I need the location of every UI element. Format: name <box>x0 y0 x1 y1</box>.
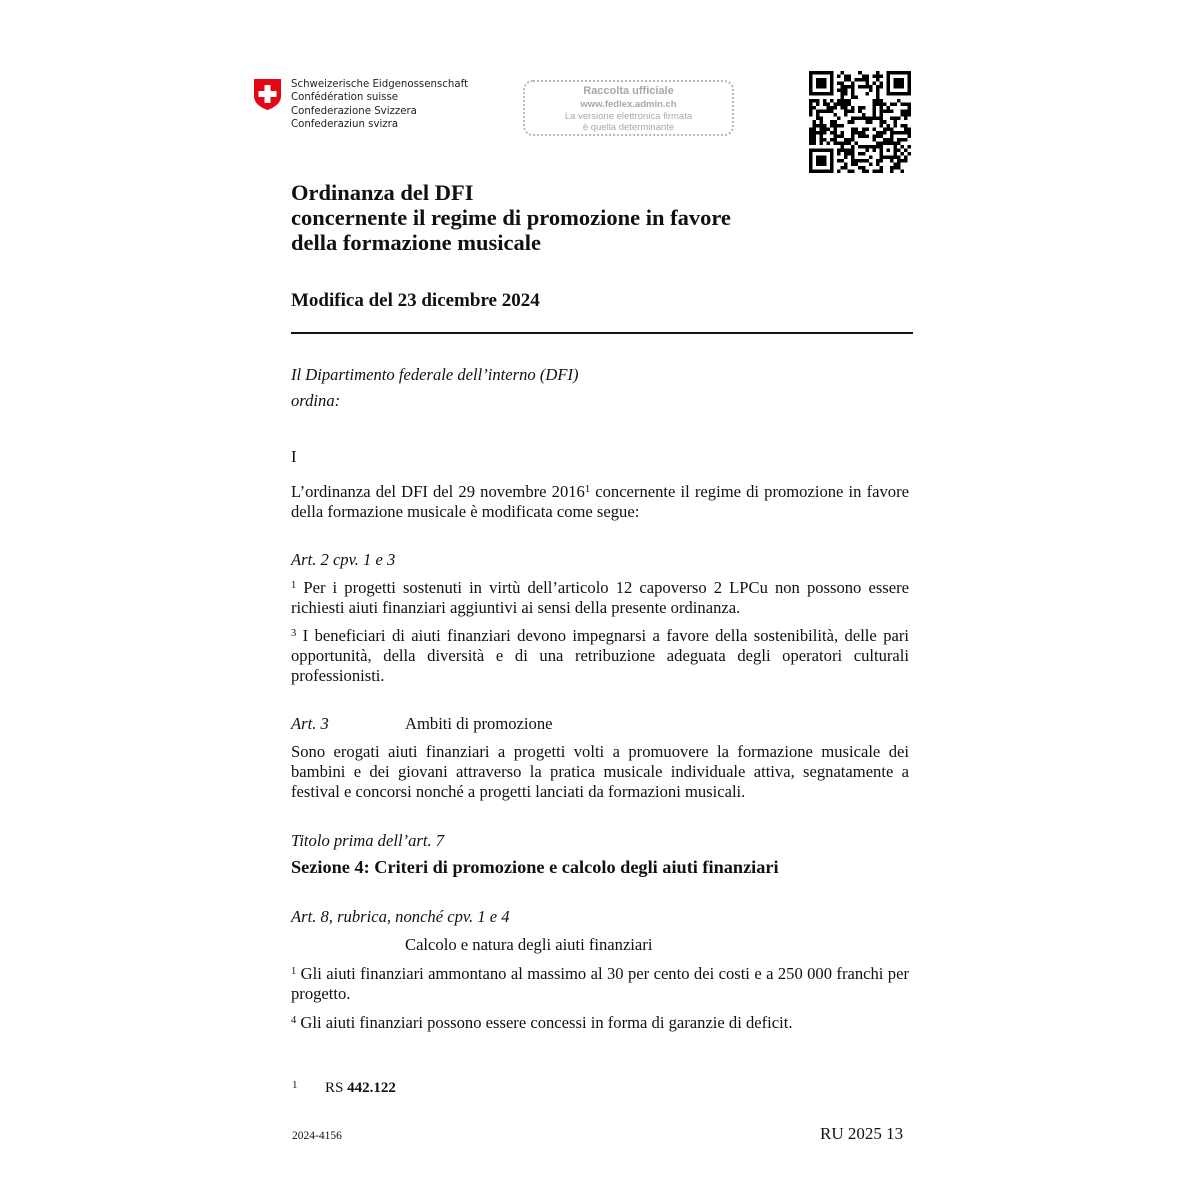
official-collection-reference: RU 2025 13 <box>820 1124 904 1143</box>
intro-paragraph <box>291 482 909 522</box>
art8-rubric: Calcolo e natura degli aiuti finanziari <box>405 935 653 954</box>
art2-p1-number: 1 <box>291 580 297 591</box>
title-line-2: concernente il regime di promozione in favore <box>291 205 731 230</box>
stamp-note-line1: La versione elettronica firmata <box>564 111 693 122</box>
intro-text-end: concernente il regime di promozione in favore della formazione musicale è modificata come segue: <box>291 482 909 521</box>
confederation-name-fr: Confédération suisse <box>291 92 399 104</box>
title-divider <box>291 332 913 334</box>
art2-p1-text: Per i progetti sostenuti in virtù dell’articolo 12 capoverso 2 LPCu non possono essere richiesti aiuti finanziari aggiuntivi ai sensi della presente ordinanza. <box>291 578 909 617</box>
document-title <box>291 180 731 255</box>
section-4-heading: Sezione 4: Criteri di promozione e calcolo degli aiuti finanziari <box>291 857 779 877</box>
art3-text: Sono erogati aiuti finanziari a progetti volti a promuovere la formazione musicale dei bambini e dei giovani attraverso la pratica musicale individuale attiva, segnatamente a festival e concorsi nonché a progetti lanciati da formazioni musicali. <box>291 742 909 801</box>
art3-label: Art. 3 <box>291 714 329 733</box>
art8-heading: Art. 8, rubrica, nonché cpv. 1 e 4 <box>291 907 510 926</box>
art2-paragraph-3 <box>291 626 909 686</box>
stamp-url: www.fedlex.admin.ch <box>580 99 677 110</box>
footnote-prefix: RS <box>325 1080 348 1096</box>
amendment-date: Modifica del 23 dicembre 2024 <box>291 290 540 311</box>
art3-title: Ambiti di promozione <box>405 714 553 733</box>
confederation-name-rm: Confederaziun svizra <box>291 119 399 131</box>
art8-p4-text: Gli aiuti finanziari possono essere concessi in forma di garanzie di deficit. <box>296 1013 793 1032</box>
art8-paragraph-4 <box>291 1013 909 1033</box>
stamp-title: Raccolta ufficiale <box>583 85 674 97</box>
art2-p3-text: I beneficiari di aiuti finanziari devono impegnarsi a favore della sostenibilità, delle pari opportunità, della diversità e di una retribuzione adeguata degli operatori culturali professionisti. <box>291 626 909 685</box>
footnote-number: 1 <box>292 1079 298 1091</box>
footnote-text <box>325 1080 396 1097</box>
confederation-names <box>291 78 468 132</box>
art2-paragraph-1 <box>291 578 909 618</box>
swiss-flag-icon <box>253 78 282 111</box>
preamble-ordains: ordina: <box>291 391 341 410</box>
document-number: 2024-4156 <box>292 1130 342 1142</box>
section-roman-numeral: I <box>291 447 297 466</box>
title-line-1: Ordinanza del DFI <box>291 180 474 205</box>
art2-heading: Art. 2 cpv. 1 e 3 <box>291 550 396 569</box>
art8-p1-number: 1 <box>291 966 297 977</box>
intro-text-start: L’ordinanza del DFI del 29 novembre 2016 <box>291 482 585 501</box>
qr-code-icon <box>809 71 911 173</box>
confederation-name-de: Schweizerische Eidgenossenschaft <box>291 79 468 90</box>
art8-paragraph-1 <box>291 964 909 1004</box>
confederation-name-it: Confederazione Svizzera <box>291 105 417 117</box>
footnote-reference: 442.122 <box>347 1080 396 1096</box>
art8-p1-text: Gli aiuti finanziari ammontano al massimo al 30 per cento dei costi e a 250 000 franchi per progetto. <box>291 964 909 1003</box>
title-line-3: della formazione musicale <box>291 230 541 255</box>
footnote-ref[interactable]: 1 <box>584 484 591 495</box>
stamp-note-line2: è quella determinante <box>582 122 675 133</box>
preamble-authority: Il Dipartimento federale dell’interno (DFI) <box>291 365 579 384</box>
art8-p4-number: 4 <box>291 1015 297 1026</box>
official-collection-stamp <box>523 80 734 136</box>
title-before-art7: Titolo prima dell’art. 7 <box>291 831 445 850</box>
art2-p3-number: 3 <box>291 628 297 639</box>
